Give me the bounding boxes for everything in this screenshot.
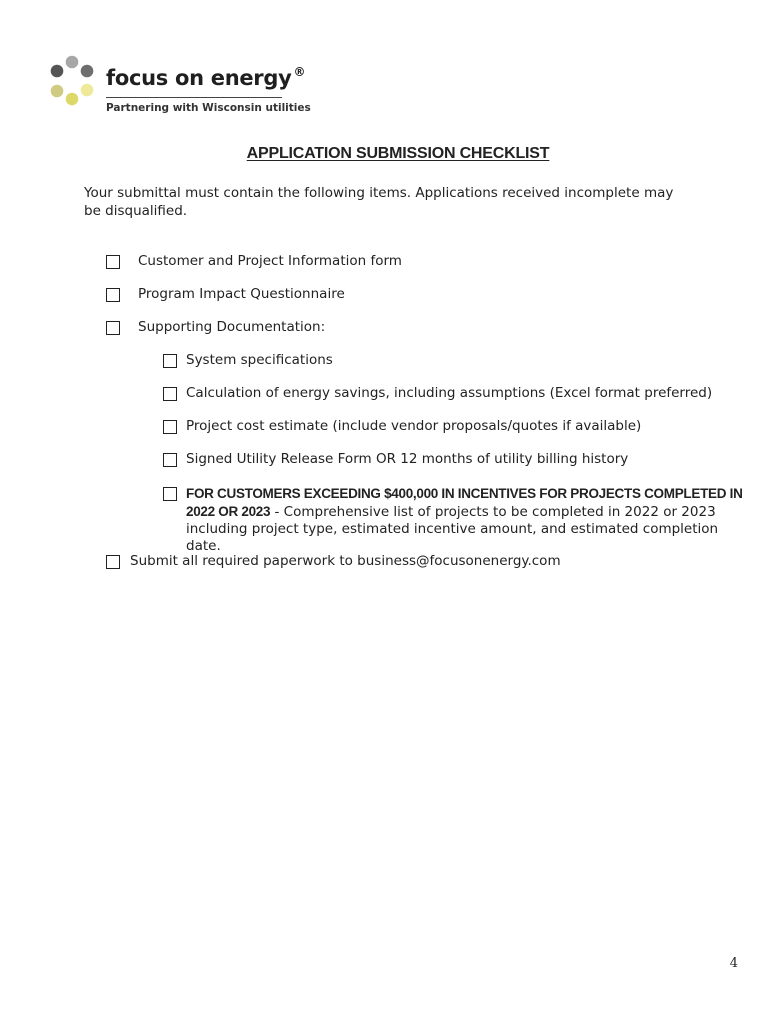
logo-divider: [106, 97, 282, 98]
checkbox-cost-estimate[interactable]: [163, 420, 177, 434]
checklist-item-impact-questionnaire: Program Impact Questionnaire: [138, 286, 345, 302]
checklist-subitem-cost-estimate: Project cost estimate (include vendor proposals/quotes if available): [186, 418, 642, 434]
page-title: APPLICATION SUBMISSION CHECKLIST: [246, 145, 550, 162]
checkbox-supporting-docs[interactable]: [106, 321, 120, 335]
checklist-item-customer-info: Customer and Project Information form: [138, 253, 402, 269]
checklist-subitem-large-customers: [186, 485, 746, 555]
checklist-subitem-energy-savings: Calculation of energy savings, including assumptions (Excel format preferred): [186, 385, 713, 401]
page-number: 4: [729, 956, 738, 971]
checkbox-large-customers[interactable]: [163, 487, 177, 501]
logo-reg-mark: ®: [293, 65, 306, 79]
checkbox-submit[interactable]: [106, 555, 120, 569]
large-customers-heading: FOR CUSTOMERS EXCEEDING $400,000 IN INCENTIVES FOR PROJECTS COMPLETED IN 2022 OR 2023: [186, 486, 743, 519]
large-customers-description: - Comprehensive list of projects to be completed in 2022 or 2023 including project type, estimated incentive amount, and estimated completion date.: [186, 504, 719, 554]
checkbox-utility-release[interactable]: [163, 453, 177, 467]
checklist-item-supporting-docs: Supporting Documentation:: [138, 319, 326, 335]
logo-tagline: Partnering with Wisconsin utilities: [106, 102, 311, 114]
focus-on-energy-logo: [48, 54, 311, 124]
logo-name: focus on energy: [106, 66, 292, 90]
checkbox-system-specs[interactable]: [163, 354, 177, 368]
logo-wordmark: [106, 66, 305, 90]
intro-text: Your submittal must contain the following items. Applications received incomplete may be disqualified.: [84, 185, 674, 219]
checkbox-impact-questionnaire[interactable]: [106, 288, 120, 302]
logo-dots-icon: [48, 54, 98, 108]
checklist-item-submit: Submit all required paperwork to business@focusonenergy.com: [130, 553, 561, 569]
checklist-subitem-system-specs: System specifications: [186, 352, 333, 368]
checklist-subitem-utility-release: Signed Utility Release Form OR 12 months of utility billing history: [186, 451, 629, 467]
checkbox-energy-savings[interactable]: [163, 387, 177, 401]
checkbox-customer-info[interactable]: [106, 255, 120, 269]
